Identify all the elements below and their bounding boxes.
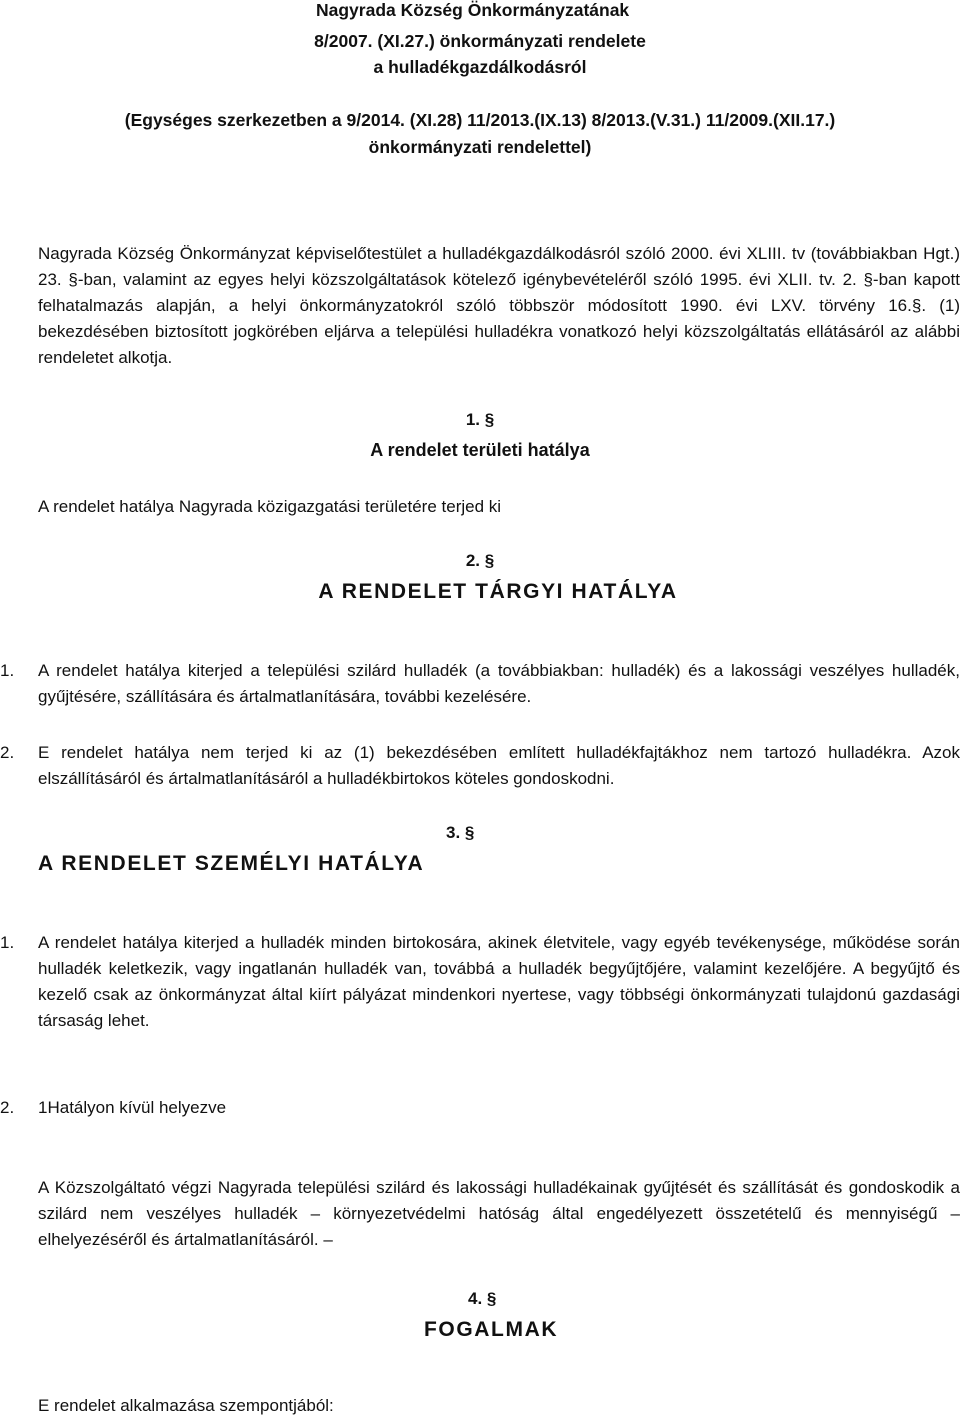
section-4-intro: E rendelet alkalmazása szempontjából:	[38, 1396, 334, 1415]
section-1-title: A rendelet területi hatálya	[370, 440, 590, 460]
section-4-number: 4. §	[468, 1289, 497, 1308]
consolidated-line-1: (Egységes szerkezetben a 9/2014. (XI.28) 11/2013.(IX.13) 8/2013.(V.31.) 11/2009.(XII.17.)	[124, 110, 836, 130]
section-3-paragraph-3: A Közszolgáltató végzi Nagyrada települési szilárd és lakossági hulladékainak gyűjtését és szállítását és gondoskodik a szilárd nem veszélyes hulladék – környezetvédelmi hatóság által engedélyezett összetételű és mennyiségű – elhelyezéséről és ártalmatlanításáról. –	[38, 1178, 960, 1249]
section-3-number: 3. §	[446, 823, 475, 842]
consolidated-line-2: önkormányzati rendelettel)	[368, 137, 592, 157]
section-2-p1-text: A rendelet hatálya kiterjed a települési szilárd hulladék (a továbbiakban: hulladék) és a lakossági veszélyes hulladék, gyűjtésére, szállítására és ártalmatlanítására, további kezelésére.	[38, 661, 960, 706]
preamble: Nagyrada Község Önkormányzat képviselőtestület a hulladékgazdálkodásról szóló 2000. évi XLIII. tv (továbbiakban Hgt.) 23. §-ban, valamint az egyes helyi közszolgáltatások kötelező igénybevételéről szóló 1995. évi XLII. tv. 2. §-ban kapott felhatalmazás alapján, a helyi önkormányzatokról szóló többször módosított 1990. évi LXV. törvény 16.§. (1) bekezdésében biztosított jogkörében eljárva a települési hulladékra vonatkozó helyi közszolgáltatás ellátásáról az alábbi rendeletet alkotja.	[38, 244, 960, 367]
section-3-p2-text	[38, 1095, 226, 1121]
section-2-p1-number: 1.	[0, 661, 15, 680]
section-4-title: FOGALMAK	[424, 1318, 559, 1341]
section-3-title: A RENDELET SZEMÉLYI HATÁLYA	[38, 852, 425, 875]
section-2-p2-text: E rendelet hatálya nem terjed ki az (1) bekezdésében említett hulladékfajtákhoz nem tartozó hulladékra. Azok elszállításáról és ártalmatlanításáról a hulladékbirtokos köteles gondoskodni.	[38, 743, 960, 788]
section-1-number: 1. §	[465, 410, 495, 429]
section-2-title: A RENDELET TÁRGYI HATÁLYA	[318, 580, 678, 603]
section-3-p1-number: 1.	[0, 933, 15, 952]
section-1-text: A rendelet hatálya Nagyrada közigazgatási területére terjed ki	[38, 497, 502, 516]
section-3-paragraph-1	[0, 930, 960, 1034]
header-line-1: Nagyrada Község Önkormányzatának	[316, 0, 630, 20]
section-2-number: 2. §	[465, 551, 495, 570]
section-3-p1-text: A rendelet hatálya kiterjed a hulladék minden birtokosára, akinek életvitele, vagy egyéb tevékenysége, működése során hulladék keletkezik, vagy ingatlanán hulladék van, továbbá a hulladék begyűjtőjére, valamint kezelőjére. A begyűjtő és kezelő csak az önkormányzat által kiírt pályázat mindenkori nyertese, vagy többségi önkormányzati tulajdonú gazdasági társaság lehet.	[38, 933, 960, 1030]
header-line-3: a hulladékgazdálkodásról	[373, 57, 587, 77]
header-line-2: 8/2007. (XI.27.) önkormányzati rendelete	[314, 31, 646, 51]
footnote-marker[interactable]: 1	[38, 1098, 48, 1117]
section-2-paragraph-1	[0, 658, 960, 710]
section-3-p2-number: 2.	[0, 1098, 15, 1117]
section-2-p2-number: 2.	[0, 743, 15, 762]
section-2-paragraph-2	[0, 740, 960, 792]
repealed-note: Hatályon kívül helyezve	[47, 1098, 227, 1117]
